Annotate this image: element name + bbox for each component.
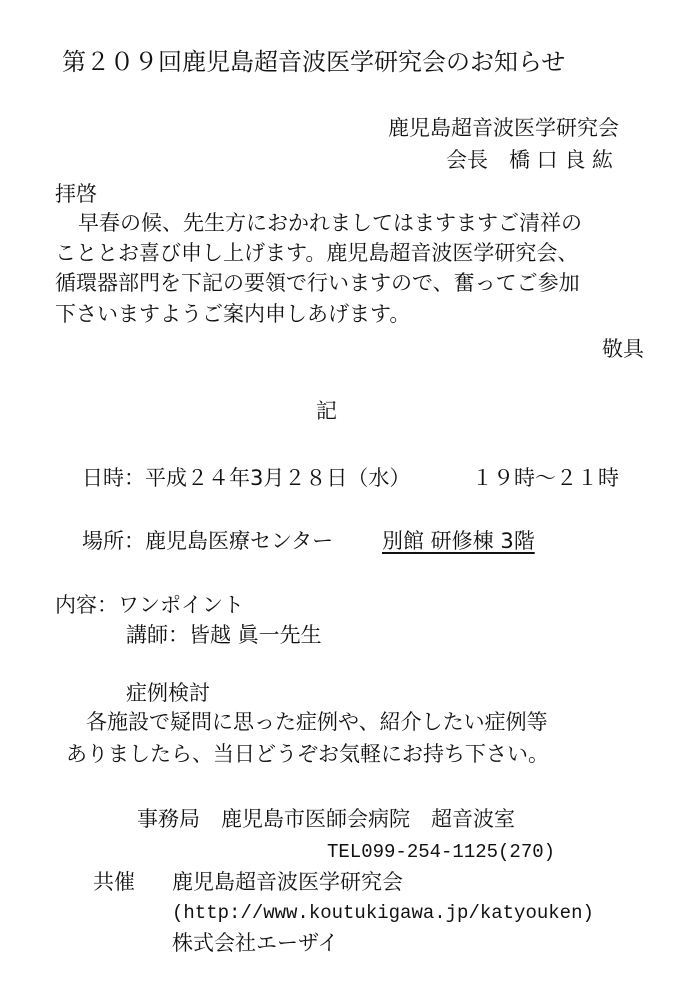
case-line: ありましたら、当日どうぞお気軽にお持ち下さい。 bbox=[66, 742, 549, 766]
place-detail: 別館 研修棟 3階 bbox=[382, 529, 535, 553]
closing: 敬具 bbox=[602, 337, 644, 361]
case-title: 症例検討 bbox=[126, 681, 210, 705]
notice-title: 第２０９回鹿児島超音波医学研究会のお知らせ bbox=[62, 48, 566, 76]
ki-heading: 記 bbox=[316, 399, 337, 423]
sender-org: 鹿児島超音波医学研究会 bbox=[388, 116, 619, 140]
cosponsor-org: 鹿児島超音波医学研究会 bbox=[172, 870, 403, 894]
body-line: こととお喜び申し上げます。鹿児島超音波医学研究会、 bbox=[55, 241, 579, 265]
datetime-label: 日時：平成２４年3月２８日（水） bbox=[82, 466, 411, 490]
case-line: 各施設で疑問に思った症例や、紹介したい症例等 bbox=[86, 710, 548, 734]
body-line: 下さいますようご案内申しあげます。 bbox=[55, 302, 411, 326]
place-label: 場所：鹿児島医療センター bbox=[82, 529, 334, 553]
body-line: 早春の候、先生方におかれましてはますますご清祥の bbox=[78, 211, 582, 235]
office-tel: TEL099-254-1125(270) bbox=[327, 841, 556, 863]
sender-president: 会長 橋 口 良 紘 bbox=[446, 148, 614, 172]
office-label: 事務局 鹿児島市医師会病院 超音波室 bbox=[137, 807, 515, 831]
content-label: 内容：ワンポイント bbox=[55, 593, 244, 617]
lecturer: 講師：皆越 眞一先生 bbox=[126, 623, 322, 647]
body-line: 循環器部門を下記の要領で行いますので、奮ってご参加 bbox=[55, 271, 580, 295]
cosponsor-url[interactable]: (http://www.koutukigawa.jp/katyouken) bbox=[172, 902, 594, 924]
cosponsor-company: 株式会社エーザイ bbox=[172, 931, 339, 955]
cosponsor-label: 共催 bbox=[93, 870, 135, 894]
datetime-time: １９時〜２１時 bbox=[472, 466, 619, 490]
salutation: 拝啓 bbox=[55, 182, 97, 206]
